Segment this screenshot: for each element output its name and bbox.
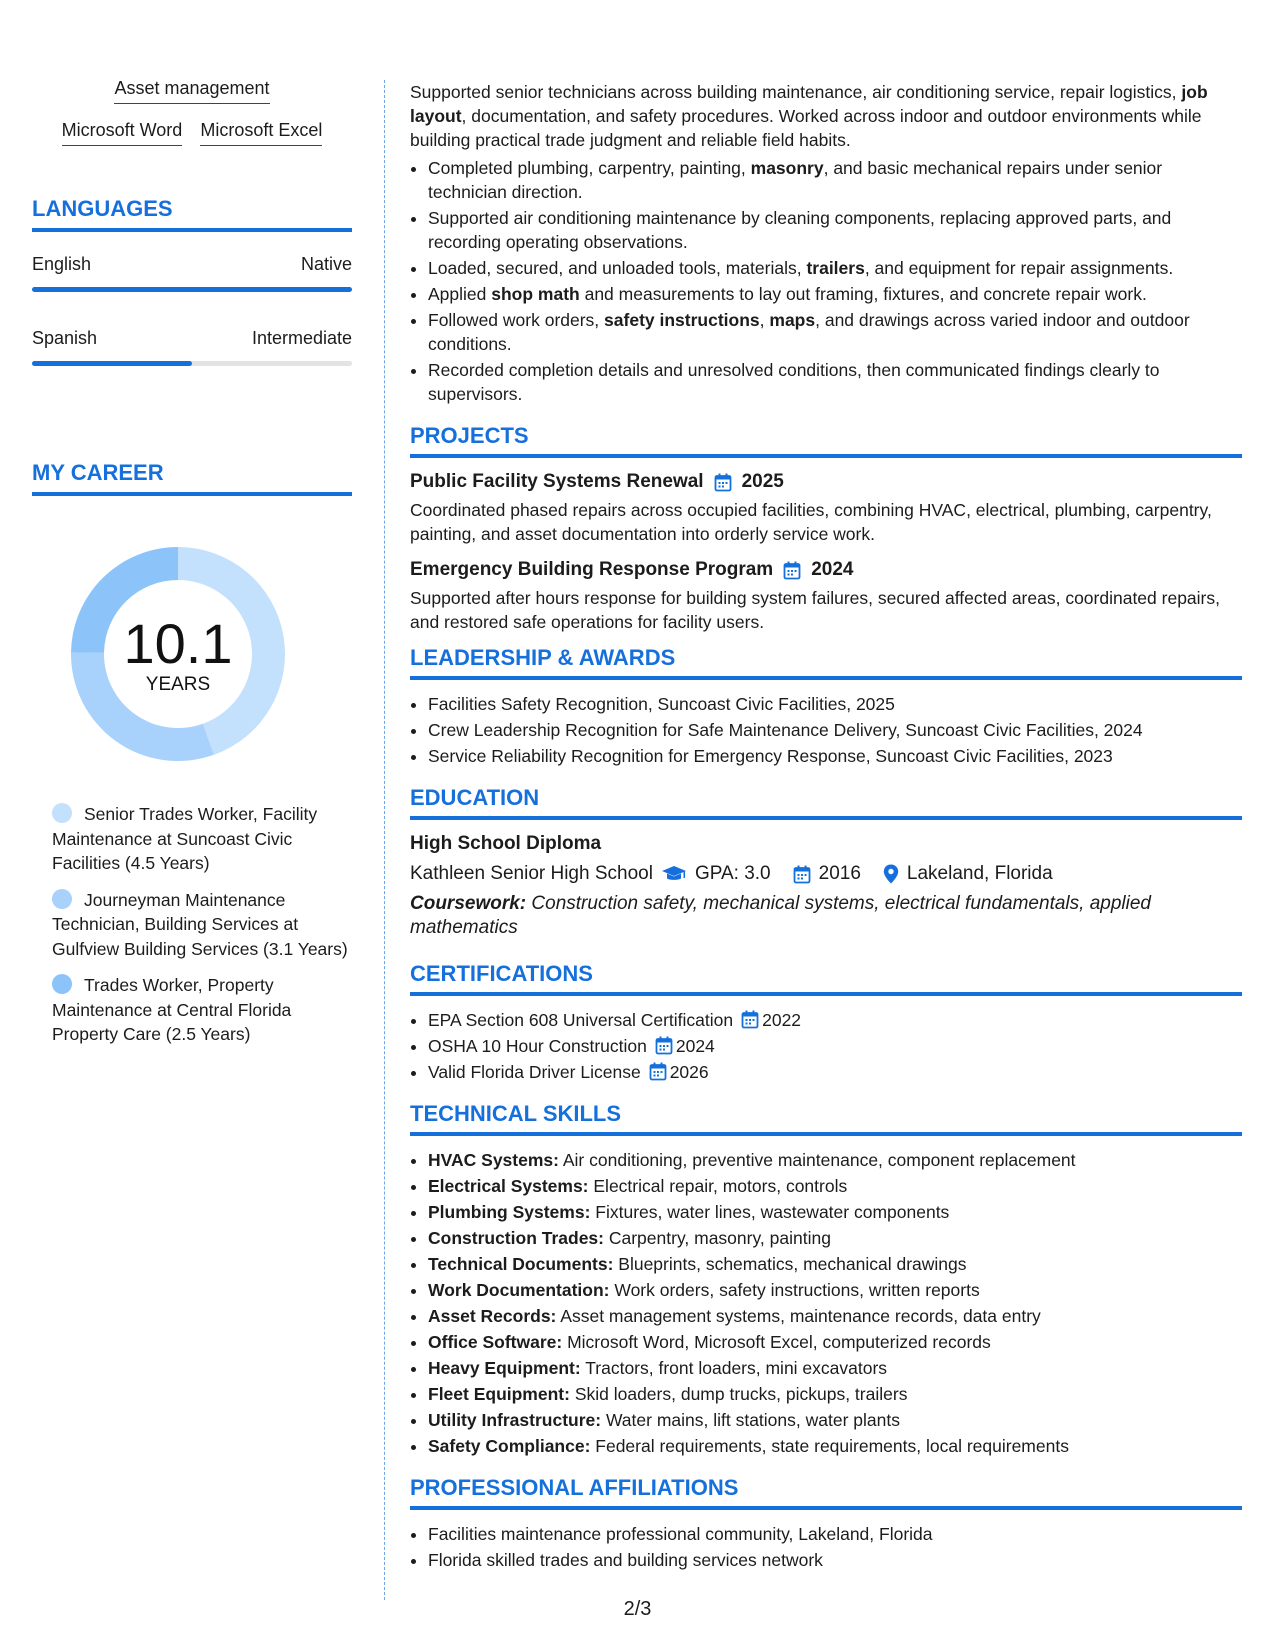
projects-section [410, 424, 1242, 634]
list-item: • Completed plumbing, carpentry, painting, masonry, and basic mechanical repairs under senior technician direction. [428, 156, 1242, 204]
list-item: • Office Software: Microsoft Word, Microsoft Excel, computerized records [428, 1330, 1242, 1354]
language-name: English [32, 254, 92, 274]
certification-year: 2024 [675, 1036, 715, 1056]
map-pin-icon [883, 864, 899, 884]
awards-list [410, 692, 1242, 768]
career-total-value: 10.1 [123, 612, 233, 675]
coursework-label: Coursework: [410, 893, 527, 914]
calendar-icon [714, 473, 732, 492]
calendar-icon [741, 1010, 759, 1029]
summary-text: , documentation, and safety procedures. Worked across indoor and outdoor environments while building practical trade judgment and reliable field habits. [410, 106, 1202, 150]
list-item: • Plumbing Systems: Fixtures, water lines, wastewater components [428, 1200, 1242, 1224]
certification-name: EPA Section 608 Universal Certification [428, 1010, 734, 1030]
legend-dot [52, 803, 72, 823]
school-name: Kathleen Senior High School [410, 863, 653, 884]
section-rule [410, 992, 1242, 996]
certification-name: Valid Florida Driver License [428, 1062, 641, 1082]
projects-heading: PROJECTS [410, 423, 529, 448]
list-item: • Facilities maintenance professional community, Lakeland, Florida [428, 1522, 1242, 1546]
list-item: • Florida skilled trades and building services network [428, 1548, 1242, 1572]
sidebar [32, 78, 352, 1059]
calendar-icon [655, 1036, 673, 1055]
list-item: • Supported air conditioning maintenance by cleaning components, replacing approved parts, and recording operating observations. [428, 206, 1242, 254]
certification-year: 2022 [762, 1010, 802, 1030]
list-item: • HVAC Systems: Air conditioning, preventive maintenance, component replacement [428, 1148, 1242, 1172]
affiliations-list [410, 1522, 1242, 1572]
education-section [410, 786, 1242, 940]
language-item [32, 254, 352, 292]
language-bar [32, 361, 352, 366]
graduation-cap-icon [661, 865, 687, 883]
experience-bullets [410, 156, 1242, 406]
list-item: • Asset Records: Asset management systems, maintenance records, data entry [428, 1304, 1242, 1328]
list-item: • Heavy Equipment: Tractors, front loaders, mini excavators [428, 1356, 1242, 1380]
language-item [32, 328, 352, 366]
legend-dot [52, 889, 72, 909]
gpa: GPA: 3.0 [694, 863, 771, 884]
section-rule [32, 228, 352, 232]
section-rule [410, 676, 1242, 680]
skill-tag: Microsoft Word [62, 120, 183, 146]
experience-summary [410, 80, 1242, 152]
career-entry-text: Trades Worker, Property Maintenance at Central Florida Property Care (2.5 Years) [52, 975, 292, 1044]
language-bar-fill [32, 287, 352, 292]
list-item [428, 1034, 1242, 1058]
list-item: • Crew Leadership Recognition for Safe Maintenance Delivery, Suncoast Civic Facilities, 2024 [428, 718, 1242, 742]
summary-text: Supported senior technicians across building maintenance, air conditioning service, repair logistics, [410, 82, 1177, 102]
project-title-row [410, 558, 1242, 582]
career-legend-item [52, 802, 352, 876]
language-level: Intermediate [251, 328, 352, 348]
project-year: 2025 [741, 471, 784, 492]
career-heading: MY CAREER [32, 460, 164, 485]
certification-name: OSHA 10 Hour Construction [428, 1036, 647, 1056]
list-item: • Electrical Systems: Electrical repair, motors, controls [428, 1174, 1242, 1198]
list-item: • Service Reliability Recognition for Emergency Response, Suncoast Civic Facilities, 2023 [428, 744, 1242, 768]
language-name: Spanish [32, 328, 98, 348]
language-level: Native [300, 254, 352, 274]
section-rule [410, 454, 1242, 458]
career-legend-item [52, 973, 352, 1047]
list-item: • Fleet Equipment: Skid loaders, dump trucks, pickups, trailers [428, 1382, 1242, 1406]
degree-title: High School Diploma [410, 833, 602, 854]
education-details [410, 862, 1242, 886]
summary-keyword: job layout [410, 82, 1208, 126]
calendar-icon [793, 865, 811, 884]
technical-skills-section [410, 1102, 1242, 1458]
certifications-list [410, 1008, 1242, 1084]
list-item: • Utility Infrastructure: Water mains, lift stations, water plants [428, 1408, 1242, 1432]
certifications-section [410, 962, 1242, 1084]
section-rule [32, 492, 352, 496]
graduation-year: 2016 [818, 863, 861, 884]
career-donut [66, 542, 290, 766]
career-legend [32, 802, 352, 1047]
list-item: • Followed work orders, safety instructions, maps, and drawings across varied indoor and outdoor conditions. [428, 308, 1242, 356]
career-total-unit: YEARS [145, 674, 211, 695]
list-item: • Construction Trades: Carpentry, masonry, painting [428, 1226, 1242, 1250]
calendar-icon [783, 561, 801, 580]
legend-dot [52, 974, 72, 994]
coursework [410, 892, 1242, 940]
certification-year: 2026 [669, 1062, 709, 1082]
technical-skills-heading: TECHNICAL SKILLS [410, 1101, 622, 1126]
career-legend-item [52, 888, 352, 962]
certifications-heading: CERTIFICATIONS [410, 961, 593, 986]
section-rule [410, 816, 1242, 820]
languages-heading: LANGUAGES [32, 196, 173, 221]
career-entry-text: Senior Trades Worker, Facility Maintenance at Suncoast Civic Facilities (4.5 Years) [52, 804, 318, 873]
leadership-heading: LEADERSHIP & AWARDS [410, 645, 676, 670]
list-item: • Recorded completion details and unresolved conditions, then communicated findings clearly to supervisors. [428, 358, 1242, 406]
project-name: Public Facility Systems Renewal [410, 471, 704, 492]
page-number: 2/3 [623, 1598, 652, 1620]
education-heading: EDUCATION [410, 785, 540, 810]
school-location: Lakeland, Florida [906, 863, 1053, 884]
list-item: • Loaded, secured, and unloaded tools, materials, trailers, and equipment for repair assignments. [428, 256, 1242, 280]
section-rule [410, 1506, 1242, 1510]
language-bar [32, 287, 352, 292]
list-item: • Safety Compliance: Federal requirements, state requirements, local requirements [428, 1434, 1242, 1458]
project-title-row [410, 470, 1242, 494]
column-divider [384, 80, 385, 1600]
language-bar-fill [32, 361, 192, 366]
skill-tag: Asset management [114, 78, 269, 104]
affiliations-section [410, 1476, 1242, 1572]
main-content [410, 80, 1242, 1574]
calendar-icon [649, 1062, 667, 1081]
skill-tag: Microsoft Excel [200, 120, 322, 146]
list-item: • Facilities Safety Recognition, Suncoast Civic Facilities, 2025 [428, 692, 1242, 716]
project-description: Supported after hours response for building system failures, secured affected areas, coordinated repairs, and restored safe operations for facility users. [410, 588, 1220, 632]
list-item: • Technical Documents: Blueprints, schematics, mechanical drawings [428, 1252, 1242, 1276]
project-year: 2024 [811, 559, 854, 580]
career-entry-text: Journeyman Maintenance Technician, Building Services at Gulfview Building Services (3.1 Years) [52, 889, 348, 959]
list-item [428, 1060, 1242, 1084]
skill-tags-row [32, 120, 352, 146]
project-name: Emergency Building Response Program [410, 559, 774, 580]
list-item: • Applied shop math and measurements to lay out framing, fixtures, and concrete repair work. [428, 282, 1242, 306]
section-rule [410, 1132, 1242, 1136]
affiliations-heading: PROFESSIONAL AFFILIATIONS [410, 1475, 739, 1500]
skill-tags-row [32, 78, 352, 104]
coursework-text: Construction safety, mechanical systems, electrical fundamentals, applied mathematics [410, 893, 1151, 938]
list-item: • Work Documentation: Work orders, safety instructions, written reports [428, 1278, 1242, 1302]
project-description: Coordinated phased repairs across occupied facilities, combining HVAC, electrical, plumbing, carpentry, painting, and asset documentation into orderly service work. [410, 500, 1212, 544]
leadership-section [410, 646, 1242, 768]
technical-skills-list [410, 1148, 1242, 1458]
list-item [428, 1008, 1242, 1032]
